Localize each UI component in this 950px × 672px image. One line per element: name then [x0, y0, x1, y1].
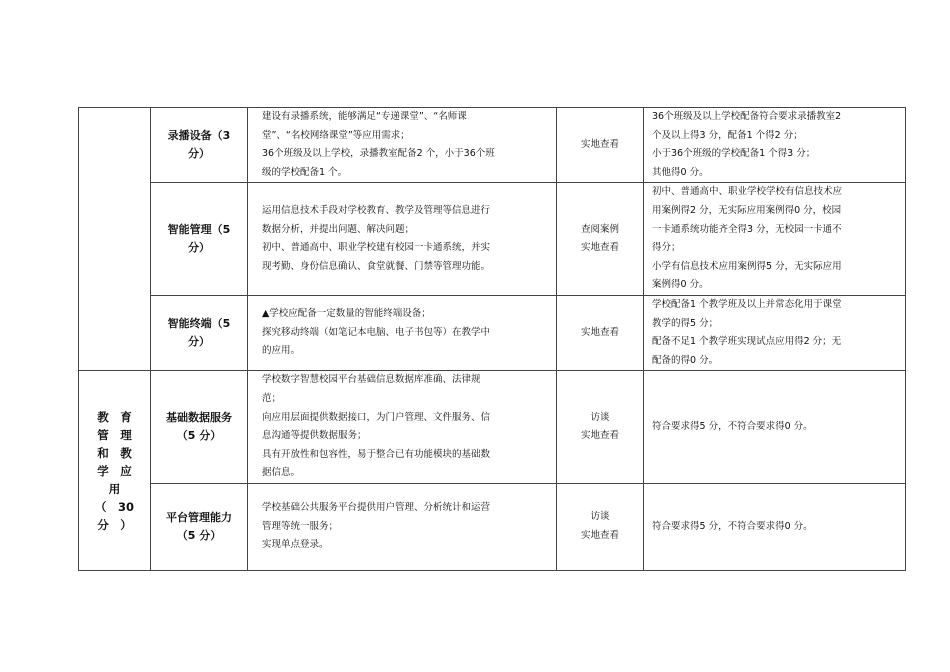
scoring-line: 用案例得2 分，无实际应用案例得0 分，校园 [652, 204, 842, 216]
method-cell [557, 183, 644, 296]
method-label: 实地查看 [580, 529, 619, 541]
scoring-cell [644, 295, 906, 370]
requirement-line: 学校基础公共服务平台提供用户管理、分析统计和运营 [262, 501, 491, 513]
method-cell [557, 108, 644, 183]
requirement-line: 息沟通等提供数据服务； [262, 430, 367, 442]
table-row [79, 108, 906, 183]
item-cell [151, 108, 248, 183]
requirement-line: 的应用。 [262, 345, 301, 357]
method-label: 查阅案例 [580, 223, 619, 235]
item-cell [151, 183, 248, 296]
scoring-line: 符合要求得5 分，不符合要求得0 分。 [652, 520, 813, 532]
requirement-line: 管理等统一服务； [262, 520, 339, 532]
requirement-line: ▲学校应配备一定数量的智能终端设备； [262, 308, 431, 320]
table-row [79, 371, 906, 484]
method-label: 访谈 [590, 511, 610, 523]
requirement-line: 据信息。 [262, 467, 301, 479]
requirement-cell [248, 108, 557, 183]
scoring-line: 符合要求得5 分，不符合要求得0 分。 [652, 420, 813, 432]
requirement-line: 级的学校配备1 个。 [262, 166, 348, 178]
requirement-line: 36个班级及以上学校，录播教室配备2 个，小于36个班 [262, 148, 495, 160]
requirement-line: 探究移动终端（如笔记本电脑、电子书包等）在教学中 [262, 326, 491, 338]
category-label: 管 理 [97, 427, 132, 442]
scoring-line: 初中、普通高中、职业学校学校有信息技术应 [652, 186, 843, 198]
requirement-line: 运用信息技术手段对学校教育、教学及管理等信息进行 [262, 204, 491, 216]
category-cell-empty [79, 108, 151, 371]
category-label: 和 教 [97, 445, 132, 460]
item-cell [151, 371, 248, 484]
item-label: 分） [188, 335, 210, 349]
category-label: 学 应 [97, 463, 132, 478]
item-cell [151, 483, 248, 570]
requirement-line: 堂”、“名校网络课堂”等应用需求； [262, 129, 410, 141]
item-cell [151, 295, 248, 370]
method-label: 实地查看 [580, 242, 619, 254]
method-cell [557, 371, 644, 484]
category-label: 分 ） [97, 517, 132, 532]
scoring-line: 个及以上得3 分，配备1 个得2 分； [652, 129, 803, 141]
requirement-line: 实现单点登录。 [262, 539, 329, 551]
table-row [79, 483, 906, 570]
table-row [79, 183, 906, 296]
scoring-line: 小学有信息技术应用案例得5 分，无实际应用 [652, 260, 842, 272]
scoring-line: 学校配备1 个教学班及以上并常态化用于课堂 [652, 298, 842, 310]
scoring-cell [644, 483, 906, 570]
scoring-line: 配备的得0 分。 [652, 354, 719, 366]
scoring-cell [644, 371, 906, 484]
requirement-line: 数据分析，并提出问题、解决问题； [262, 223, 415, 235]
requirement-line: 初中、普通高中、职业学校建有校园一卡通系统，并实 [262, 242, 491, 254]
requirement-cell [248, 483, 557, 570]
method-label: 实地查看 [580, 430, 619, 442]
item-label: 基础数据服务 [166, 411, 232, 425]
requirement-line: 具有开放性和包容性，易于整合已有功能模块的基础数 [262, 448, 491, 460]
scoring-line: 教学的得5 分； [652, 317, 719, 329]
category-label: 教 育 [97, 409, 132, 424]
category-cell [79, 371, 151, 571]
item-label: 分） [188, 241, 210, 255]
requirement-line: 现考勤、身份信息确认、食堂就餐、门禁等管理功能。 [262, 260, 491, 272]
requirement-line: 学校数字智慧校园平台基础信息数据库准确、法律规 [262, 374, 481, 386]
method-label: 实地查看 [580, 326, 619, 338]
scoring-line: 小于36个班级的学校配备1 个得3 分； [652, 148, 816, 160]
scoring-line: 得分； [652, 242, 681, 254]
method-cell [557, 295, 644, 370]
scoring-line: 一卡通系统功能齐全得3 分，无校园一卡通不 [652, 223, 842, 235]
item-label: 分） [188, 147, 210, 161]
scoring-line: 其他得0 分。 [652, 166, 709, 178]
item-label: （5 分） [176, 429, 222, 443]
scoring-cell [644, 183, 906, 296]
category-label: 用 [108, 481, 121, 496]
table-row [79, 295, 906, 370]
requirement-cell [248, 183, 557, 296]
method-label: 实地查看 [580, 138, 619, 150]
method-cell [557, 483, 644, 570]
scoring-cell [644, 108, 906, 183]
scoring-line: 案例得0 分。 [652, 279, 709, 291]
scoring-line: 36个班级及以上学校配备符合要求录播教室2 [652, 111, 842, 122]
category-label: （ 30 [94, 499, 134, 514]
requirement-line: 建设有录播系统，能够满足“专递课堂”、“名师课 [262, 111, 467, 122]
item-label: 平台管理能力 [166, 510, 232, 524]
scoring-line: 配备不足1 个教学班实现试点应用得2 分；无 [652, 336, 842, 348]
requirement-line: 向应用层面提供数据接口，为门户管理、文件服务、信 [262, 411, 491, 423]
item-label: 智能管理（5 [167, 223, 231, 237]
evaluation-table [78, 107, 906, 571]
item-label: （5 分） [176, 528, 222, 542]
requirement-cell [248, 371, 557, 484]
requirement-cell [248, 295, 557, 370]
item-label: 智能终端（5 [167, 317, 231, 331]
method-label: 访谈 [590, 411, 610, 423]
item-label: 录播设备（3 [167, 129, 231, 143]
requirement-line: 范； [262, 392, 282, 404]
